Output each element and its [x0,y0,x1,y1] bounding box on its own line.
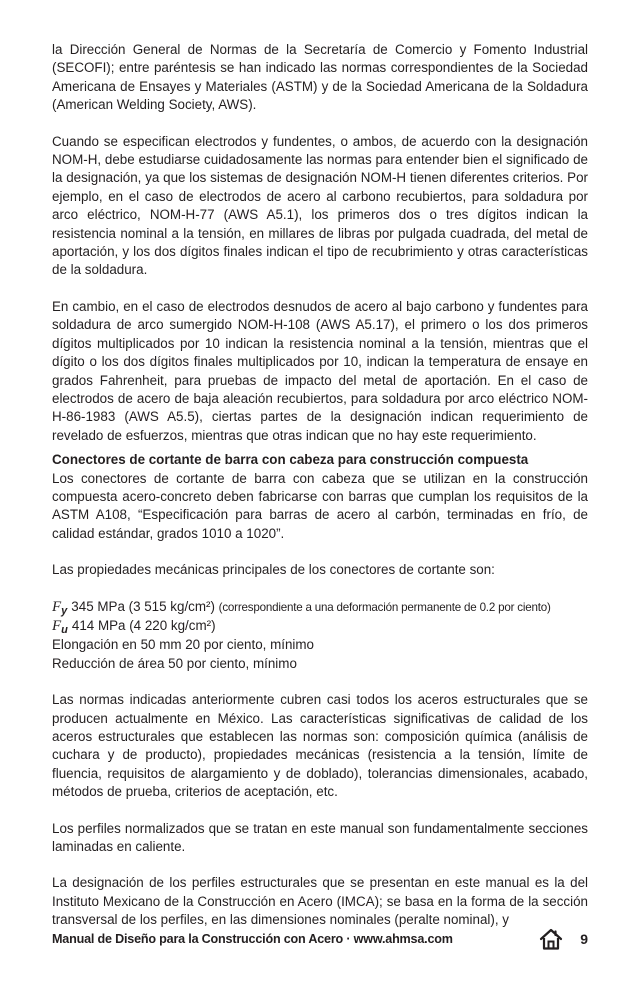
property-fu [52,617,588,636]
page-number: 9 [580,931,588,947]
paragraph-bare-electrodes: En cambio, en el caso de electrodos desnudos de acero al bajo carbono y fundentes para soldadura de arco sumergido NOM-H-108 (AWS A5.17), el primero o los dos primeros dígitos multiplicados por 10 indican la resistencia nominal a la tensión, mientras que el dígito o los dos dígitos finales multiplicados por 10, indican la temperatura de ensaye en grados Fahrenheit, para pruebas de impacto del metal de aportación. En el caso de electrodos de acero de baja aleación recubiertos, para soldadura por arco eléctrico NOM-H-86-1983 (AWS A5.5), ciertas partes de la designación indican requerimiento de revelado de esfuerzos, mientras que otras indican que no hay este requerimiento. [52,298,588,443]
fy-value: 345 MPa (3 515 kg/cm²) [71,598,215,614]
paragraph-secofi: la Dirección General de Normas de la Secretaría de Comercio y Fomento Industrial (SECOFI); entre paréntesis se han indicado las normas correspondientes de la Sociedad Americana de Ensayes y Materiales (ASTM) y de la Sociedad Americana de la Soldadura (American Welding Society, AWS). [52,42,588,113]
fy-subscript: y [61,604,68,617]
paragraph-imca-designation: La designación de los perfiles estructurales que se presentan en este manual es la del Instituto Mexicano de la Construcción en Acero (IMCA); se basa en la forma de la sección transversal de los perfiles, en las dimensiones nominales (peralte nominal), y [52,875,588,928]
section-heading: Conectores de cortante de barra con cabeza para construcción compuesta [52,452,529,468]
fu-symbol: F [52,617,62,634]
paragraph-nom-h-designation: Cuando se especifican electrodos y fundentes, o ambos, de acuerdo con la designación NOM-H, debe estudiarse cuidadosamente las normas para entender bien el significado de la designación, ya que los sistemas de designación NOM-H tienen diferentes criterios. Por ejemplo, en el caso de electrodos de acero al carbono recubiertos, para soldadura por arco eléctrico, NOM-H-77 (AWS A5.1), los primeros dos o tres dígitos indican la resistencia nominal a la tensión, en millares de libras por pulgada cuadrada, del metal de aportación, y los dos dígitos finales indican el tipo de recubrimiento y otras características de la soldadura. [52,133,588,278]
paragraph-shear-connectors: Los conectores de cortante de barra con cabeza que se utilizan en la construcción compuesta acero-concreto deben fabricarse con barras que cumplan los requisitos de la ASTM A108, “Especificación para barras de acero al carbón, terminadas en frío, de calidad estándar, grados 1010 a 1020”. [52,470,588,541]
fu-subscript: u [61,623,68,636]
fu-value: 414 MPa (4 220 kg/cm²) [71,617,216,633]
property-area-reduction: Reducción de área 50 por ciento, mínimo [52,655,297,671]
page-content [52,41,588,930]
footer-title: Manual de Diseño para la Construcción con Acero · www.ahmsa.com [52,932,453,946]
home-icon[interactable] [538,926,564,952]
property-elongation: Elongación en 50 mm 20 por ciento, mínimo [52,637,315,653]
fy-note: (correspondiente a una deformación permanente de 0.2 por ciento) [218,600,551,614]
paragraph-hot-rolled-sections: Los perfiles normalizados que se tratan en este manual son fundamentalmente secciones laminadas en caliente. [52,820,588,855]
page-footer [52,927,588,951]
paragraph-standards-coverage: Las normas indicadas anteriormente cubren casi todos los aceros estructurales que se producen actualmente en México. Las características significativas de calidad de los aceros estructurales que establecen las normas son: composición química (análisis de cuchara y de producto), propiedades mecánicas (resistencia a la tensión, límite de fluencia, requisitos de alargamiento y de doblado), tolerancias dimensionales, acabado, métodos de prueba, criterios de aceptación, etc. [52,692,588,800]
paragraph-mechanical-properties-intro: Las propiedades mecánicas principales de los conectores de cortante son: [52,562,495,578]
property-fy [52,598,588,617]
fy-symbol: F [52,598,62,615]
